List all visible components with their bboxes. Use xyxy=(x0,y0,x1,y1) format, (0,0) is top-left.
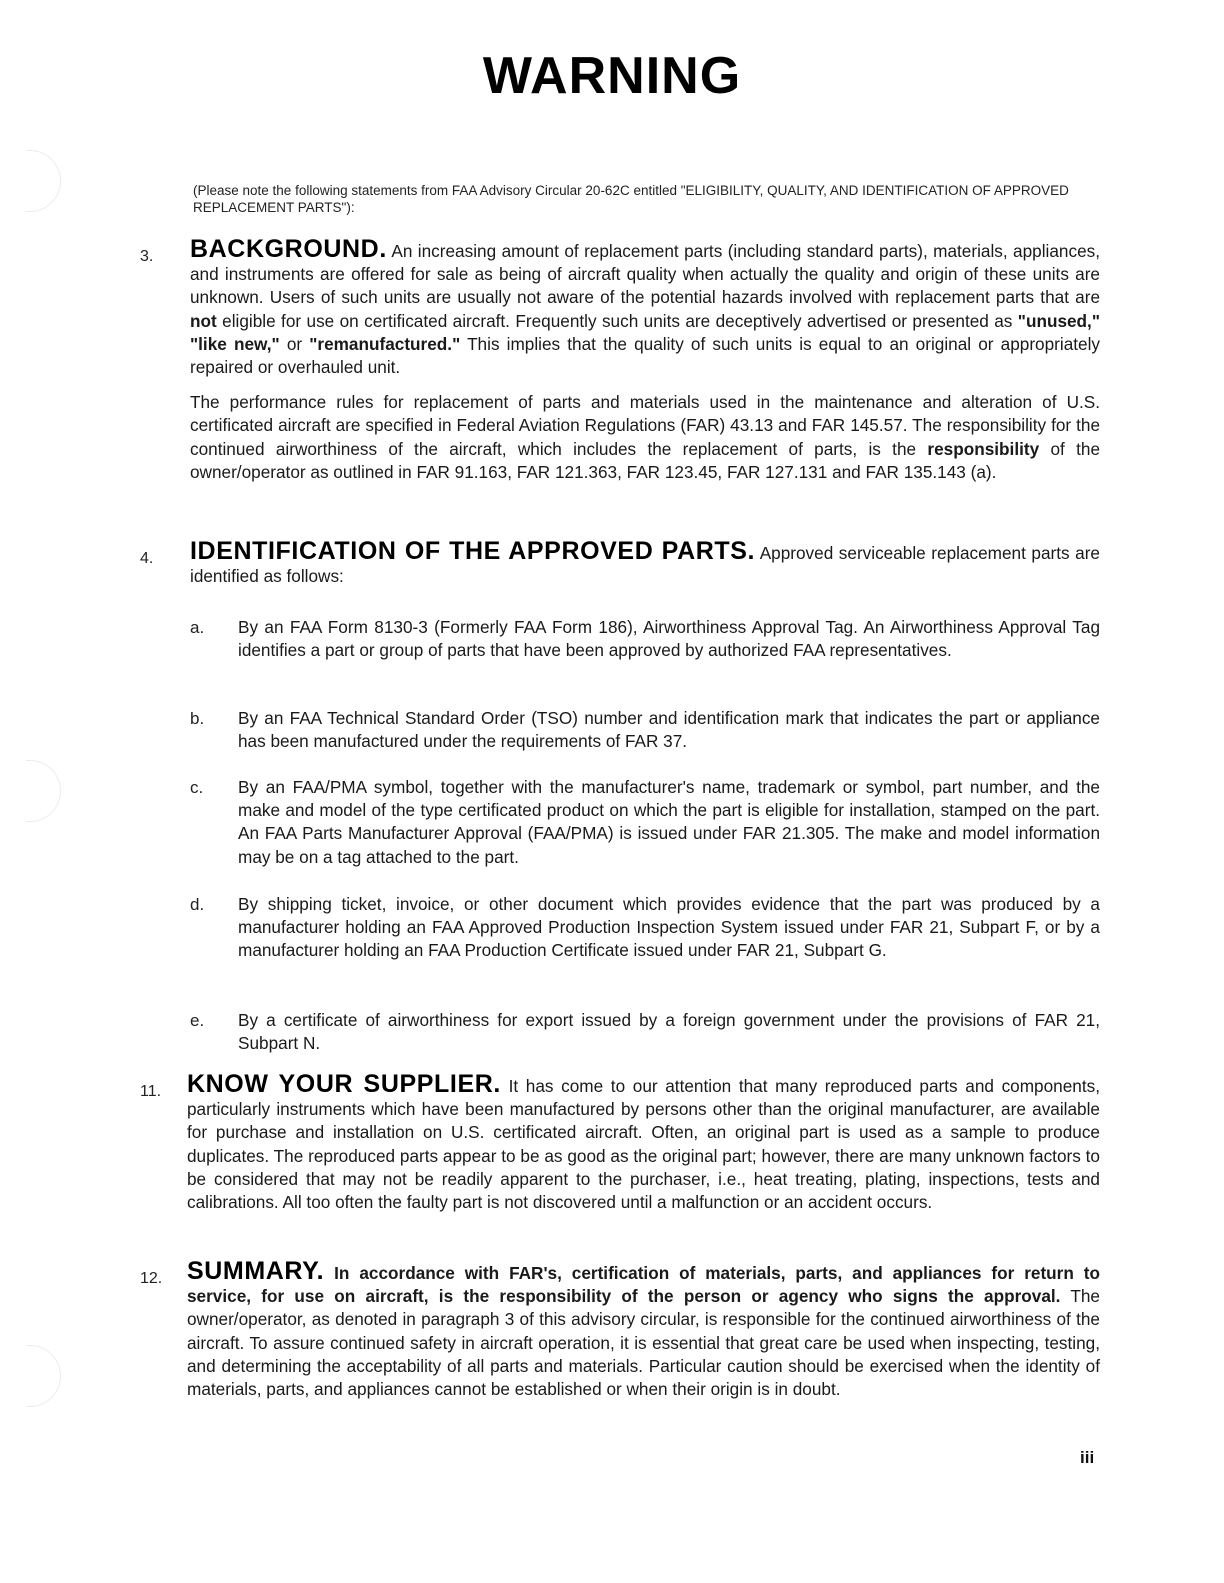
section-body xyxy=(187,1070,1100,1214)
item-text: By a certificate of airworthiness for export issued by a foreign government under the provisions of FAR 21, Subpart N. xyxy=(238,1010,1100,1054)
item-text: By an FAA Form 8130-3 (Formerly FAA Form 186), Airworthiness Approval Tag. An Airworthiness Approval Tag identifies a part or group of parts that have been approved by authorized FAA representatives. xyxy=(238,617,1100,661)
binder-hole-mark xyxy=(26,760,61,822)
section-heading: IDENTIFICATION OF THE APPROVED PARTS. xyxy=(190,537,756,565)
item-text: By an FAA Technical Standard Order (TSO) number and identification mark that indicates the part or appliance has been manufactured under the requirements of FAR 37. xyxy=(238,708,1100,752)
summary-bold-statement: In accordance with FAR's, certification of materials, parts, and appliances for return to service, for use on aircraft, is the responsibility of the person or agency who signs the approval. xyxy=(187,1263,1100,1307)
advisory-note: (Please note the following statements from FAA Advisory Circular 20-62C entitled "ELIGIBILITY, QUALITY, AND IDENTIFICATION OF APPROVED REPLACEMENT PARTS"): xyxy=(193,183,1069,215)
emphasis-text: not xyxy=(190,310,217,331)
section-text: It has come to our attention that many reproduced parts and components, particularly instruments which have been manufactured by persons other than the original manufacturer, are available for purchase and installation on U.S. certificated aircraft. Often, an original part is used as a sample to produce duplicates. The reproduced parts appear to be as good as the original part; however, there are many unknown factors to be considered that may not be readily apparent to the purchaser, i.e., heat treating, plating, inspections, tests and calibrations. All too often the faulty part is not discovered until a malfunction or an accident occurs. xyxy=(187,1076,1100,1213)
section-body xyxy=(187,1257,1100,1401)
emphasis-text: "unused," xyxy=(1017,310,1100,331)
section-heading: BACKGROUND. xyxy=(190,235,387,263)
text-run: or xyxy=(286,333,303,354)
background-paragraph-1 xyxy=(190,235,1101,379)
section-heading: KNOW YOUR SUPPLIER. xyxy=(187,1070,501,1098)
text-run: The performance rules for replacement of parts and materials used in the maintenance and alteration of U.S. certificated aircraft are specified in Federal Aviation Regulations (FAR) 43.13 and FAR 145.57. The responsibility for the continued airworthiness of the aircraft, which includes the replacement of parts, is the xyxy=(190,392,1100,459)
item-letter: c. xyxy=(190,778,204,797)
binder-hole-mark xyxy=(26,150,61,212)
emphasis-text: responsibility xyxy=(927,438,1040,459)
text-run: eligible for use on certificated aircraft. Frequently such units are deceptively advertised or presented as xyxy=(222,310,1013,331)
section-heading: SUMMARY. xyxy=(187,1257,325,1285)
section-number: 11. xyxy=(140,1083,162,1100)
section-body xyxy=(190,537,1100,588)
item-letter: d. xyxy=(190,895,205,914)
section-number: 4. xyxy=(140,550,154,567)
section-intro: Approved serviceable replacement parts are identified as follows: xyxy=(190,543,1100,587)
text-run: An increasing amount of replacement parts (including standard parts), materials, appliances, and instruments are offered for sale as being of aircraft quality when actually the quality and origin of these units are unknown. Users of such units are usually not aware of the potential hazards involved with replacement parts that are xyxy=(190,241,1101,308)
background-paragraph-2 xyxy=(190,391,1100,484)
page-title: WARNING xyxy=(482,47,742,105)
item-text: By shipping ticket, invoice, or other document which provides evidence that the part was produced by a manufacturer holding an FAA Approved Production Inspection System issued under FAR 21, Subpart F, or by a manufacturer holding an FAA Production Certificate issued under FAR 21, Subpart G. xyxy=(238,894,1100,961)
item-text: By an FAA/PMA symbol, together with the manufacturer's name, trademark or symbol, part number, and the make and model of the type certificated product on which the part is eligible for installation, stamped on the part. An FAA Parts Manufacturer Approval (FAA/PMA) is issued under FAR 21.305. The make and model information may be on a tag attached to the part. xyxy=(238,777,1100,867)
emphasis-text: "remanufactured." xyxy=(309,333,461,354)
item-letter: b. xyxy=(190,709,205,728)
page-number: iii xyxy=(1080,1448,1095,1467)
emphasis-text: "like new," xyxy=(190,333,280,354)
item-letter: e. xyxy=(190,1011,205,1030)
section-number: 12. xyxy=(140,1270,163,1287)
binder-hole-mark xyxy=(26,1345,61,1407)
section-text: The owner/operator, as denoted in paragraph 3 of this advisory circular, is responsible for the continued airworthiness of the aircraft. To assure continued safety in aircraft operation, it is essential that great care be used when inspecting, testing, and determining the acceptability of all parts and materials. Particular caution should be exercised when the identity of materials, parts, and appliances cannot be established or when their origin is in doubt. xyxy=(187,1286,1100,1400)
section-body xyxy=(190,235,1101,484)
text-run: This implies that the quality of such units is equal to an original or appropriately repaired or overhauled unit. xyxy=(190,333,1101,378)
text-run: of the owner/operator as outlined in FAR 91.163, FAR 121.363, FAR 123.45, FAR 127.131 and FAR 135.143 (a). xyxy=(190,438,1101,482)
section-number: 3. xyxy=(140,248,154,265)
item-letter: a. xyxy=(190,618,205,637)
